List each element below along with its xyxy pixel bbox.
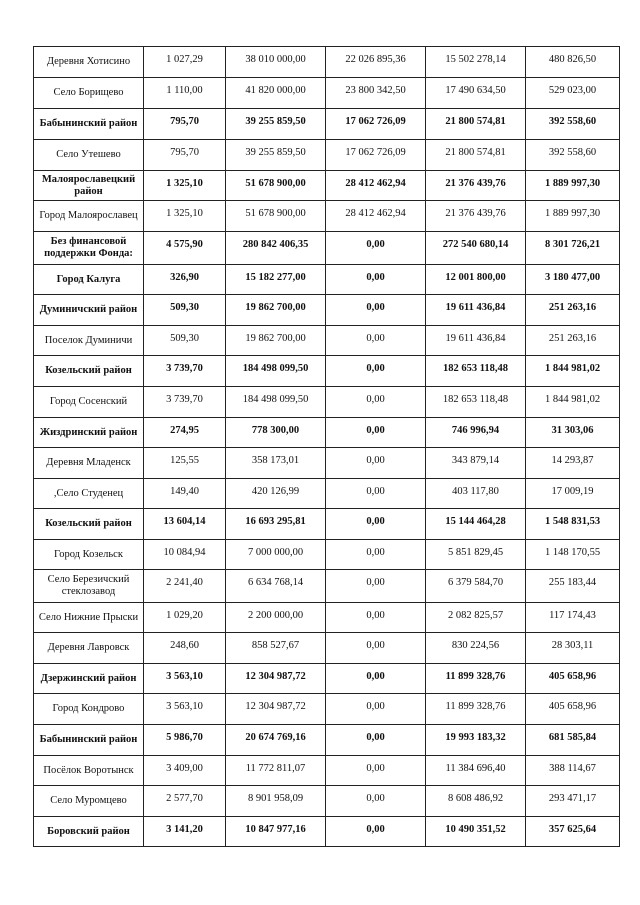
fund-cell: 0,00	[326, 633, 426, 664]
regional-budget-cell: 746 996,94	[426, 418, 526, 448]
area-cell: 795,70	[144, 140, 226, 171]
local-budget-cell: 405 658,96	[526, 664, 620, 694]
total-cost-cell: 38 010 000,00	[226, 47, 326, 78]
area-cell: 3 739,70	[144, 387, 226, 418]
table-row	[34, 78, 620, 109]
local-budget-cell: 3 180 477,00	[526, 265, 620, 295]
area-cell: 13 604,14	[144, 509, 226, 540]
table-body	[34, 47, 620, 847]
total-cost-cell: 15 182 277,00	[226, 265, 326, 295]
row-name-cell: Деревня Младенск	[34, 448, 144, 479]
fund-cell: 22 026 895,36	[326, 47, 426, 78]
regional-budget-cell: 11 384 696,40	[426, 756, 526, 786]
row-name-cell: Думиничский район	[34, 295, 144, 326]
table-row	[34, 356, 620, 387]
fund-cell: 0,00	[326, 540, 426, 570]
fund-cell: 28 412 462,94	[326, 201, 426, 232]
regional-budget-cell: 272 540 680,14	[426, 232, 526, 265]
table-row	[34, 603, 620, 633]
row-name-cell: Город Калуга	[34, 265, 144, 295]
row-name-cell: Деревня Хотисино	[34, 47, 144, 78]
row-name-cell: ,Село Студенец	[34, 479, 144, 509]
row-name-cell: Деревня Лавровск	[34, 633, 144, 664]
table-row	[34, 418, 620, 448]
row-name-cell: Бабынинский район	[34, 725, 144, 756]
total-cost-cell: 6 634 768,14	[226, 570, 326, 603]
table-row	[34, 633, 620, 664]
area-cell: 149,40	[144, 479, 226, 509]
local-budget-cell: 392 558,60	[526, 109, 620, 140]
area-cell: 274,95	[144, 418, 226, 448]
fund-cell: 28 412 462,94	[326, 171, 426, 201]
fund-cell: 0,00	[326, 664, 426, 694]
regional-budget-cell: 21 800 574,81	[426, 109, 526, 140]
table-row	[34, 171, 620, 201]
row-name-cell: Дзержинский район	[34, 664, 144, 694]
total-cost-cell: 39 255 859,50	[226, 140, 326, 171]
local-budget-cell: 1 844 981,02	[526, 387, 620, 418]
fund-cell: 0,00	[326, 509, 426, 540]
area-cell: 5 986,70	[144, 725, 226, 756]
table-row	[34, 326, 620, 356]
local-budget-cell: 529 023,00	[526, 78, 620, 109]
local-budget-cell: 251 263,16	[526, 326, 620, 356]
table-row	[34, 201, 620, 232]
regional-budget-cell: 21 376 439,76	[426, 171, 526, 201]
area-cell: 509,30	[144, 326, 226, 356]
table-row	[34, 47, 620, 78]
total-cost-cell: 280 842 406,35	[226, 232, 326, 265]
table-row	[34, 232, 620, 265]
row-name-cell: Село Муромцево	[34, 786, 144, 817]
local-budget-cell: 681 585,84	[526, 725, 620, 756]
table-row	[34, 725, 620, 756]
regional-budget-cell: 10 490 351,52	[426, 817, 526, 847]
local-budget-cell: 405 658,96	[526, 694, 620, 725]
total-cost-cell: 778 300,00	[226, 418, 326, 448]
table-row	[34, 295, 620, 326]
regional-budget-cell: 12 001 800,00	[426, 265, 526, 295]
fund-cell: 17 062 726,09	[326, 140, 426, 171]
fund-cell: 0,00	[326, 356, 426, 387]
regional-budget-cell: 830 224,56	[426, 633, 526, 664]
total-cost-cell: 20 674 769,16	[226, 725, 326, 756]
regional-budget-cell: 182 653 118,48	[426, 356, 526, 387]
regional-budget-cell: 5 851 829,45	[426, 540, 526, 570]
area-cell: 1 027,29	[144, 47, 226, 78]
row-name-cell: Город Кондрово	[34, 694, 144, 725]
local-budget-cell: 28 303,11	[526, 633, 620, 664]
fund-cell: 0,00	[326, 570, 426, 603]
total-cost-cell: 51 678 900,00	[226, 201, 326, 232]
row-name-cell: Город Козельск	[34, 540, 144, 570]
area-cell: 4 575,90	[144, 232, 226, 265]
table-row	[34, 387, 620, 418]
regional-budget-cell: 403 117,80	[426, 479, 526, 509]
total-cost-cell: 19 862 700,00	[226, 295, 326, 326]
table-row	[34, 664, 620, 694]
total-cost-cell: 39 255 859,50	[226, 109, 326, 140]
local-budget-cell: 1 548 831,53	[526, 509, 620, 540]
fund-cell: 23 800 342,50	[326, 78, 426, 109]
regional-budget-cell: 11 899 328,76	[426, 664, 526, 694]
total-cost-cell: 184 498 099,50	[226, 356, 326, 387]
regional-budget-cell: 21 800 574,81	[426, 140, 526, 171]
fund-cell: 0,00	[326, 694, 426, 725]
fund-cell: 0,00	[326, 448, 426, 479]
row-name-cell: Малоярославецкий район	[34, 171, 144, 201]
area-cell: 2 577,70	[144, 786, 226, 817]
total-cost-cell: 358 173,01	[226, 448, 326, 479]
regional-budget-cell: 19 993 183,32	[426, 725, 526, 756]
row-name-cell: Село Утешево	[34, 140, 144, 171]
fund-cell: 0,00	[326, 817, 426, 847]
area-cell: 509,30	[144, 295, 226, 326]
regional-budget-cell: 21 376 439,76	[426, 201, 526, 232]
table-row	[34, 448, 620, 479]
total-cost-cell: 12 304 987,72	[226, 694, 326, 725]
area-cell: 10 084,94	[144, 540, 226, 570]
area-cell: 3 409,00	[144, 756, 226, 786]
row-name-cell: Посёлок Воротынск	[34, 756, 144, 786]
table-row	[34, 570, 620, 603]
local-budget-cell: 251 263,16	[526, 295, 620, 326]
area-cell: 326,90	[144, 265, 226, 295]
local-budget-cell: 31 303,06	[526, 418, 620, 448]
regional-budget-cell: 8 608 486,92	[426, 786, 526, 817]
total-cost-cell: 8 901 958,09	[226, 786, 326, 817]
table-row	[34, 265, 620, 295]
total-cost-cell: 10 847 977,16	[226, 817, 326, 847]
area-cell: 3 739,70	[144, 356, 226, 387]
row-name-cell: Без финансовой поддержки Фонда:	[34, 232, 144, 265]
local-budget-cell: 1 844 981,02	[526, 356, 620, 387]
table-row	[34, 509, 620, 540]
row-name-cell: Жиздринский район	[34, 418, 144, 448]
local-budget-cell: 1 148 170,55	[526, 540, 620, 570]
fund-cell: 0,00	[326, 756, 426, 786]
local-budget-cell: 392 558,60	[526, 140, 620, 171]
fund-cell: 0,00	[326, 326, 426, 356]
regional-budget-cell: 15 144 464,28	[426, 509, 526, 540]
table-row	[34, 540, 620, 570]
area-cell: 248,60	[144, 633, 226, 664]
row-name-cell: Город Сосенский	[34, 387, 144, 418]
fund-cell: 0,00	[326, 725, 426, 756]
local-budget-cell: 1 889 997,30	[526, 171, 620, 201]
total-cost-cell: 19 862 700,00	[226, 326, 326, 356]
area-cell: 3 563,10	[144, 664, 226, 694]
row-name-cell: Поселок Думиничи	[34, 326, 144, 356]
regional-budget-cell: 17 490 634,50	[426, 78, 526, 109]
local-budget-cell: 480 826,50	[526, 47, 620, 78]
total-cost-cell: 12 304 987,72	[226, 664, 326, 694]
total-cost-cell: 16 693 295,81	[226, 509, 326, 540]
row-name-cell: Село Нижние Прыски	[34, 603, 144, 633]
total-cost-cell: 2 200 000,00	[226, 603, 326, 633]
area-cell: 1 325,10	[144, 201, 226, 232]
area-cell: 1 029,20	[144, 603, 226, 633]
regional-budget-cell: 2 082 825,57	[426, 603, 526, 633]
total-cost-cell: 184 498 099,50	[226, 387, 326, 418]
row-name-cell: Село Березичский стеклозавод	[34, 570, 144, 603]
regional-budget-cell: 19 611 436,84	[426, 295, 526, 326]
fund-cell: 0,00	[326, 387, 426, 418]
total-cost-cell: 11 772 811,07	[226, 756, 326, 786]
total-cost-cell: 858 527,67	[226, 633, 326, 664]
area-cell: 125,55	[144, 448, 226, 479]
total-cost-cell: 7 000 000,00	[226, 540, 326, 570]
row-name-cell: Село Борищево	[34, 78, 144, 109]
row-name-cell: Козельский район	[34, 356, 144, 387]
row-name-cell: Козельский район	[34, 509, 144, 540]
table-row	[34, 479, 620, 509]
local-budget-cell: 357 625,64	[526, 817, 620, 847]
funding-table	[33, 46, 620, 847]
fund-cell: 0,00	[326, 295, 426, 326]
local-budget-cell: 255 183,44	[526, 570, 620, 603]
fund-cell: 17 062 726,09	[326, 109, 426, 140]
area-cell: 1 325,10	[144, 171, 226, 201]
total-cost-cell: 420 126,99	[226, 479, 326, 509]
local-budget-cell: 1 889 997,30	[526, 201, 620, 232]
local-budget-cell: 388 114,67	[526, 756, 620, 786]
fund-cell: 0,00	[326, 603, 426, 633]
regional-budget-cell: 15 502 278,14	[426, 47, 526, 78]
table-row	[34, 694, 620, 725]
area-cell: 795,70	[144, 109, 226, 140]
regional-budget-cell: 343 879,14	[426, 448, 526, 479]
fund-cell: 0,00	[326, 479, 426, 509]
area-cell: 1 110,00	[144, 78, 226, 109]
area-cell: 2 241,40	[144, 570, 226, 603]
table-row	[34, 756, 620, 786]
table-row	[34, 140, 620, 171]
table-row	[34, 817, 620, 847]
regional-budget-cell: 182 653 118,48	[426, 387, 526, 418]
table-row	[34, 109, 620, 140]
fund-cell: 0,00	[326, 786, 426, 817]
fund-cell: 0,00	[326, 232, 426, 265]
regional-budget-cell: 6 379 584,70	[426, 570, 526, 603]
fund-cell: 0,00	[326, 265, 426, 295]
table-row	[34, 786, 620, 817]
local-budget-cell: 293 471,17	[526, 786, 620, 817]
total-cost-cell: 51 678 900,00	[226, 171, 326, 201]
total-cost-cell: 41 820 000,00	[226, 78, 326, 109]
regional-budget-cell: 19 611 436,84	[426, 326, 526, 356]
local-budget-cell: 17 009,19	[526, 479, 620, 509]
row-name-cell: Бабынинский район	[34, 109, 144, 140]
document-page	[33, 46, 619, 847]
area-cell: 3 141,20	[144, 817, 226, 847]
local-budget-cell: 14 293,87	[526, 448, 620, 479]
fund-cell: 0,00	[326, 418, 426, 448]
area-cell: 3 563,10	[144, 694, 226, 725]
regional-budget-cell: 11 899 328,76	[426, 694, 526, 725]
local-budget-cell: 117 174,43	[526, 603, 620, 633]
row-name-cell: Город Малоярославец	[34, 201, 144, 232]
local-budget-cell: 8 301 726,21	[526, 232, 620, 265]
row-name-cell: Боровский район	[34, 817, 144, 847]
